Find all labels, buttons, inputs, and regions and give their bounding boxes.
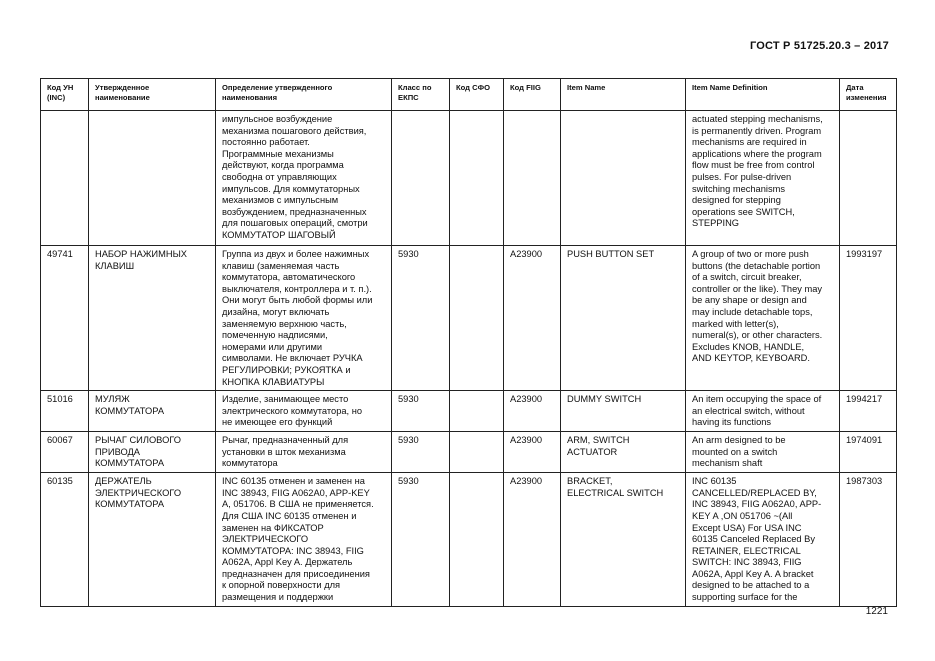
page-number: 1221 <box>865 606 888 617</box>
cell-code: 49741 <box>41 246 89 391</box>
cell-approved-definition: INC 60135 отменен и заменен на INC 38943, FIIG A062A0, APP-KEY A, 051706. В США не применяется. Для США INC 60135 отменен и заменен на ФИКСАТОР ЭЛЕКТРИЧЕСКОГО КОММУТАТОРА: INC 38943, FIIG A062A, Appl Key A. Держатель предназначен для присоединения к опорной поверхности для размещения и поддержки <box>216 473 392 607</box>
cell-approved-name: МУЛЯЖ КОММУТАТОРА <box>89 391 216 432</box>
column-header-change-date: Дата изменения <box>840 79 897 111</box>
cell-fiig-code: A23900 <box>504 246 561 391</box>
cell-approved-definition: Рычаг, предназначенный для установки в шток механизма коммутатора <box>216 432 392 473</box>
cell-change-date: 1974091 <box>840 432 897 473</box>
classification-table <box>40 78 897 607</box>
cell-code: 60067 <box>41 432 89 473</box>
cell-change-date: 1987303 <box>840 473 897 607</box>
column-header-code: Код УН (INC) <box>41 79 89 111</box>
cell-fiig-code: A23900 <box>504 473 561 607</box>
cell-approved-definition: импульсное возбуждение механизма пошагового действия, постоянно работает. Программные механизмы действуют, когда программа свободна от управляющих импульсов. Для коммутаторных механизмов с импульсным возбуждением, предназначенных для пошаговых операций, смотри КОММУТАТОР ШАГОВЫЙ <box>216 111 392 246</box>
cell-approved-name: НАБОР НАЖИМНЫХ КЛАВИШ <box>89 246 216 391</box>
cell-approved-name: ДЕРЖАТЕЛЬ ЭЛЕКТРИЧЕСКОГО КОММУТАТОРА <box>89 473 216 607</box>
table-row <box>41 246 897 391</box>
column-header-item-name-definition: Item Name Definition <box>686 79 840 111</box>
cell-approved-name: РЫЧАГ СИЛОВОГО ПРИВОДА КОММУТАТОРА <box>89 432 216 473</box>
table-row <box>41 111 897 246</box>
cell-sfo-code <box>450 473 504 607</box>
cell-item-name: ARM, SWITCH ACTUATOR <box>561 432 686 473</box>
cell-item-name: DUMMY SWITCH <box>561 391 686 432</box>
cell-change-date <box>840 111 897 246</box>
cell-change-date: 1993197 <box>840 246 897 391</box>
cell-code <box>41 111 89 246</box>
cell-sfo-code <box>450 432 504 473</box>
cell-ekps-class: 5930 <box>392 246 450 391</box>
column-header-approved-name: Утвержденное наименование <box>89 79 216 111</box>
cell-item-name: PUSH BUTTON SET <box>561 246 686 391</box>
column-header-sfo-code: Код СФО <box>450 79 504 111</box>
cell-sfo-code <box>450 246 504 391</box>
cell-ekps-class: 5930 <box>392 432 450 473</box>
cell-code: 51016 <box>41 391 89 432</box>
cell-ekps-class: 5930 <box>392 473 450 607</box>
table-row <box>41 432 897 473</box>
cell-change-date: 1994217 <box>840 391 897 432</box>
cell-item-name-definition: actuated stepping mechanisms, is permanently driven. Program mechanisms are required in applications where the program flow must be free from control pulses. For pulse-driven switching mechanisms designed for stepping operations see SWITCH, STEPPING <box>686 111 840 246</box>
column-header-item-name: Item Name <box>561 79 686 111</box>
cell-item-name <box>561 111 686 246</box>
cell-ekps-class <box>392 111 450 246</box>
cell-code: 60135 <box>41 473 89 607</box>
cell-approved-definition: Изделие, занимающее место электрического коммутатора, но не имеющее его функций <box>216 391 392 432</box>
cell-ekps-class: 5930 <box>392 391 450 432</box>
cell-approved-definition: Группа из двух и более нажимных клавиш (заменяемая часть коммутатора, автоматического выключателя, контроллера и т. п.). Они могут быть любой формы или дизайна, могут включать заменяемую верхнюю часть, помеченную надписями, номерами или другими символами. Не включает РУЧКА РЕГУЛИРОВКИ; РУКОЯТКА и КНОПКА КЛАВИАТУРЫ <box>216 246 392 391</box>
cell-item-name-definition: An item occupying the space of an electrical switch, without having its functions <box>686 391 840 432</box>
cell-sfo-code <box>450 111 504 246</box>
cell-item-name: BRACKET, ELECTRICAL SWITCH <box>561 473 686 607</box>
cell-fiig-code: A23900 <box>504 432 561 473</box>
cell-sfo-code <box>450 391 504 432</box>
column-header-ekps-class: Класс по ЕКПС <box>392 79 450 111</box>
document-header: ГОСТ Р 51725.20.3 – 2017 <box>749 40 889 52</box>
table-row <box>41 391 897 432</box>
cell-item-name-definition: An arm designed to be mounted on a switch mechanism shaft <box>686 432 840 473</box>
cell-fiig-code <box>504 111 561 246</box>
table-row <box>41 473 897 607</box>
cell-item-name-definition: A group of two or more push buttons (the detachable portion of a switch, circuit breaker, controller or the like). They may be any shape or design and may include detachable tops, marked with letter(s), numeral(s), or other characters. Excludes KNOB, HANDLE, AND KEYTOP, KEYBOARD. <box>686 246 840 391</box>
cell-approved-name <box>89 111 216 246</box>
column-header-approved-definition: Определение утвержденного наименования <box>216 79 392 111</box>
table-header-row <box>41 79 897 111</box>
cell-item-name-definition: INC 60135 CANCELLED/REPLACED BY, INC 38943, FIIG A062A0, APP- KEY A ,ON 051706 ~(All Except USA) For USA INC 60135 Canceled Replaced By RETAINER, ELECTRICAL SWITCH: INC 38943, FIIG A062A, Appl Key A. A bracket designed to be attached to a supporting surface for the <box>686 473 840 607</box>
cell-fiig-code: A23900 <box>504 391 561 432</box>
column-header-fiig-code: Код FIIG <box>504 79 561 111</box>
